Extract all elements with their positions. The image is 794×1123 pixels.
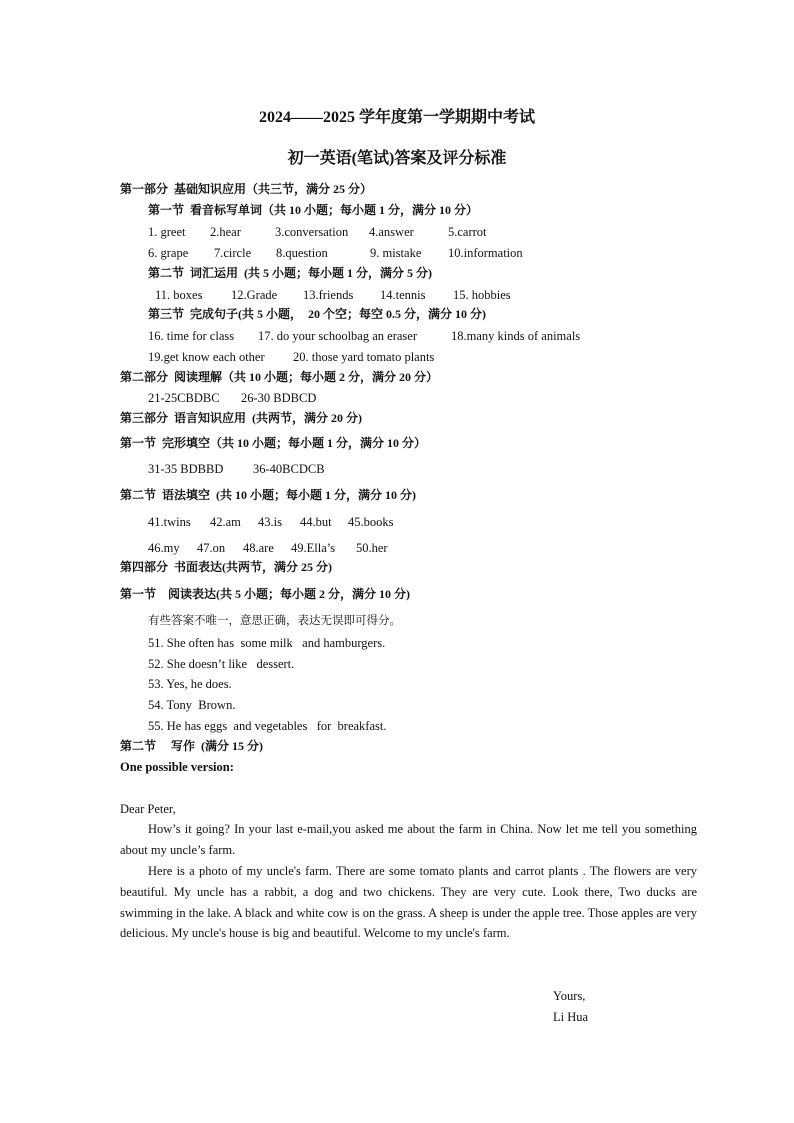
- answer-item: 36-40BCDCB: [253, 462, 325, 476]
- part1-sec2-header: 第二节 词汇运用 (共 5 小题；每小题 1 分，满分 5 分): [148, 266, 432, 280]
- answer-item: 41.twins: [148, 515, 191, 529]
- answer-key-title: 初一英语(笔试)答案及评分标准: [287, 150, 507, 167]
- answer-item: 26-30 BDBCD: [241, 391, 317, 405]
- answer-item: 50.her: [356, 541, 388, 555]
- answer-item: 17. do your schoolbag an eraser: [258, 329, 417, 343]
- answer-item: 13.friends: [303, 288, 354, 302]
- answer-item: 10.information: [448, 246, 523, 260]
- answer-item: 6. grape: [148, 246, 189, 260]
- part3-header: 第三部分 语言知识应用 (共两节，满分 20 分): [120, 411, 362, 425]
- scoring-note: 有些答案不唯一，意思正确，表达无误即可得分。: [148, 615, 401, 627]
- part1-sec3-header: 第三节 完成句子(共 5 小题， 20 个空；每空 0.5 分，满分 10 分): [148, 307, 486, 321]
- answer-item: 9. mistake: [370, 246, 422, 260]
- answer-item: 14.tennis: [380, 288, 426, 302]
- answer-item: 47.on: [197, 541, 226, 555]
- answer-item: 15. hobbies: [453, 288, 511, 302]
- answer-item: 53. Yes, he does.: [148, 677, 232, 691]
- answer-item: 18.many kinds of animals: [451, 329, 581, 343]
- part4-sec1-header: 第一节 阅读表达(共 5 小题；每小题 2 分，满分 10 分): [120, 587, 410, 601]
- answer-item: 51. She often has some milk and hamburgers.: [148, 636, 386, 650]
- letter-closing: Yours,: [553, 989, 586, 1003]
- letter-signature: Li Hua: [553, 1010, 589, 1024]
- answer-item: 8.question: [276, 246, 328, 260]
- answer-item: 3.conversation: [275, 225, 349, 239]
- answer-item: 43.is: [258, 515, 282, 529]
- answer-item: 49.Ella’s: [291, 541, 336, 555]
- letter-greeting: Dear Peter,: [120, 802, 176, 816]
- version-label: One possible version:: [120, 760, 234, 774]
- letter-paragraph: Here is a photo of my uncle's farm. There are some tomato plants and carrot plants . The flowers are very beautiful. My uncle has a rabbit, a dog and two chickens. They are very cute. Look there, Two ducks are swimming in the lake. A black and white cow is on the grass. A sheep is under the apple tree. Those apples are very delicious. My uncle's house is big and beautiful. Welcome to my uncle's farm.: [120, 864, 697, 941]
- part1-sec1-header: 第一节 看音标写单词（共 10 小题；每小题 1 分，满分 10 分）: [148, 203, 479, 217]
- answer-item: 45.books: [348, 515, 394, 529]
- part2-header: 第二部分 阅读理解（共 10 小题；每小题 2 分，满分 20 分）: [120, 370, 439, 384]
- part1-header: 第一部分 基础知识应用（共三节，满分 25 分）: [120, 182, 373, 196]
- answer-item: 11. boxes: [155, 288, 203, 302]
- answer-item: 19.get know each other: [148, 350, 265, 364]
- answer-item: 44.but: [300, 515, 332, 529]
- part3-sec1-header: 第一节 完形填空（共 10 小题；每小题 1 分，满分 10 分）: [120, 436, 427, 450]
- answer-item: 5.carrot: [448, 225, 487, 239]
- part3-sec2-header: 第二节 语法填空 (共 10 小题；每小题 1 分，满分 10 分): [120, 488, 416, 502]
- answer-item: 2.hear: [210, 225, 241, 239]
- exam-title: 2024——2025 学年度第一学期期中考试: [258, 109, 535, 126]
- answer-item: 12.Grade: [231, 288, 278, 302]
- answer-item: 20. those yard tomato plants: [293, 350, 435, 364]
- answer-item: 31-35 BDBBD: [148, 462, 224, 476]
- answer-item: 46.my: [148, 541, 180, 555]
- answer-item: 42.am: [210, 515, 241, 529]
- answer-item: 1. greet: [148, 225, 186, 239]
- answer-item: 54. Tony Brown.: [148, 698, 236, 712]
- answer-item: 52. She doesn’t like dessert.: [148, 657, 295, 671]
- answer-item: 7.circle: [214, 246, 252, 260]
- letter-paragraph: How’s it going? In your last e-mail,you asked me about the farm in China. Now let me tell you something about my uncle’s farm.: [120, 822, 697, 857]
- answer-item: 21-25CBDBC: [148, 391, 220, 405]
- answer-item: 48.are: [243, 541, 274, 555]
- answer-item: 55. He has eggs and vegetables for breakfast.: [148, 719, 387, 733]
- part4-header: 第四部分 书面表达(共两节，满分 25 分): [120, 560, 332, 574]
- part4-sec2-header: 第二节 写作 (满分 15 分): [120, 739, 263, 753]
- answer-item: 4.answer: [369, 225, 414, 239]
- answer-item: 16. time for class: [148, 329, 235, 343]
